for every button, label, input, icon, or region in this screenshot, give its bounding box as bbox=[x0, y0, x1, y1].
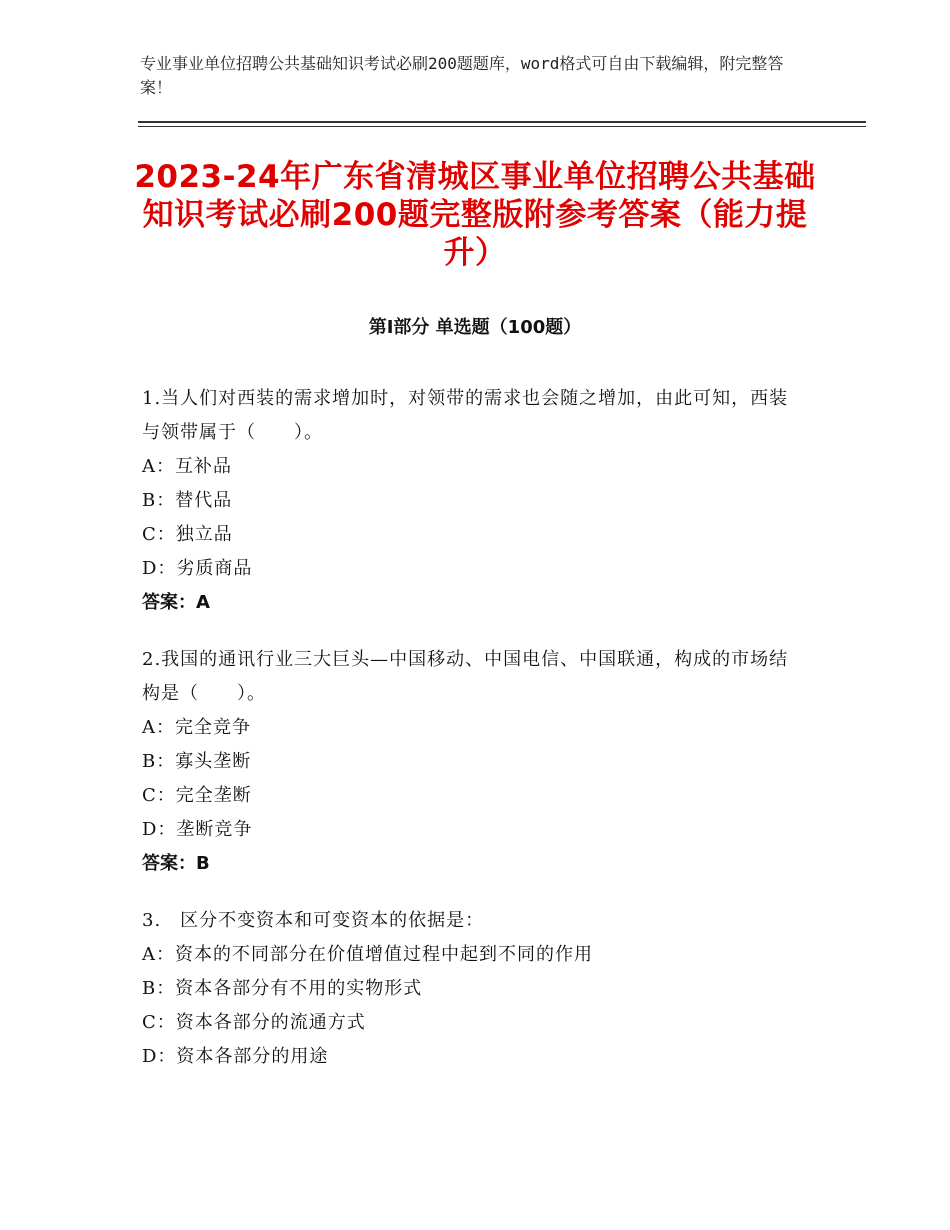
option-c: C：完全垄断 bbox=[142, 785, 252, 806]
question-list bbox=[142, 382, 802, 1097]
option-b: B：寡头垄断 bbox=[142, 751, 252, 772]
question bbox=[142, 904, 802, 1074]
question-stem: 2.我国的通讯行业三大巨头—中国移动、中国电信、中国联通，构成的市场结构是（ ）。 bbox=[142, 649, 789, 704]
option-a: A：完全竞争 bbox=[142, 717, 251, 738]
option-c: C：资本各部分的流通方式 bbox=[142, 1012, 366, 1033]
question-stem: 1.当人们对西装的需求增加时，对领带的需求也会随之增加，由此可知，西装与领带属于（ ）。 bbox=[142, 388, 789, 443]
header-rule-thick bbox=[138, 121, 866, 123]
header-note: 专业事业单位招聘公共基础知识考试必刷200题题库，word格式可自由下载编辑，附完整答案！ bbox=[140, 54, 784, 97]
option-d: D：劣质商品 bbox=[142, 558, 253, 579]
document-title: 2023-24年广东省清城区事业单位招聘公共基础知识考试必刷200题完整版附参考答案（能力提升） bbox=[134, 159, 816, 271]
answer: 答案：A bbox=[142, 592, 210, 613]
section-heading: 第Ⅰ部分 单选题（100题） bbox=[368, 317, 582, 338]
answer: 答案：B bbox=[142, 853, 210, 874]
question bbox=[142, 382, 802, 620]
option-a: A：资本的不同部分在价值增值过程中起到不同的作用 bbox=[142, 944, 593, 965]
option-d: D：垄断竞争 bbox=[142, 819, 253, 840]
option-b: B：替代品 bbox=[142, 490, 233, 511]
option-a: A：互补品 bbox=[142, 456, 232, 477]
question-stem: 3. 区分不变资本和可变资本的依据是： bbox=[142, 910, 485, 931]
question bbox=[142, 643, 802, 881]
option-c: C：独立品 bbox=[142, 524, 233, 545]
header-rule-thin bbox=[138, 126, 866, 127]
option-d: D：资本各部分的用途 bbox=[142, 1046, 329, 1067]
option-b: B：资本各部分有不用的实物形式 bbox=[142, 978, 423, 999]
